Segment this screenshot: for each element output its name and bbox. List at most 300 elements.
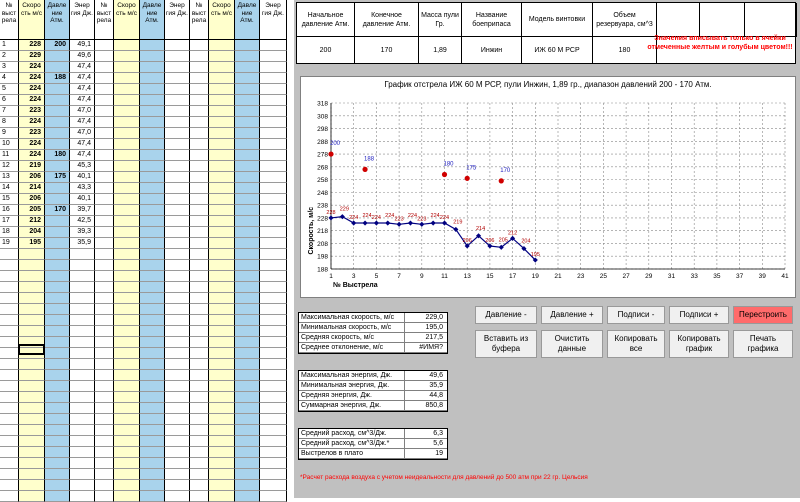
- grid-cell[interactable]: 200: [45, 40, 70, 51]
- grid-cell[interactable]: [0, 282, 19, 293]
- grid-cell[interactable]: [235, 194, 260, 205]
- grid-cell[interactable]: [45, 381, 70, 392]
- grid-cell[interactable]: [140, 139, 165, 150]
- grid-cell[interactable]: [235, 304, 260, 315]
- grid-cell[interactable]: [140, 304, 165, 315]
- grid-cell[interactable]: [260, 216, 287, 227]
- grid-cell[interactable]: [209, 216, 235, 227]
- grid-cell[interactable]: 1: [0, 40, 19, 51]
- grid-cell[interactable]: [165, 238, 190, 249]
- grid-cell[interactable]: [209, 425, 235, 436]
- grid-cell[interactable]: [235, 161, 260, 172]
- grid-cell[interactable]: [0, 315, 19, 326]
- grid-cell[interactable]: [209, 260, 235, 271]
- grid-cell[interactable]: [165, 194, 190, 205]
- grid-cell[interactable]: [19, 315, 45, 326]
- grid-cell[interactable]: [260, 458, 287, 469]
- grid-cell[interactable]: [95, 425, 114, 436]
- grid-cell[interactable]: [95, 40, 114, 51]
- grid-cell[interactable]: [260, 73, 287, 84]
- grid-cell[interactable]: [235, 436, 260, 447]
- grid-cell[interactable]: [114, 337, 140, 348]
- grid-cell[interactable]: [190, 73, 209, 84]
- grid-cell[interactable]: [114, 480, 140, 491]
- grid-cell[interactable]: [140, 40, 165, 51]
- grid-cell[interactable]: [140, 260, 165, 271]
- grid-cell[interactable]: 47,0: [70, 128, 95, 139]
- grid-cell[interactable]: [260, 84, 287, 95]
- grid-cell[interactable]: [140, 117, 165, 128]
- grid-cell[interactable]: [260, 172, 287, 183]
- grid-cell[interactable]: [165, 425, 190, 436]
- grid-cell[interactable]: [260, 293, 287, 304]
- grid-cell[interactable]: [114, 282, 140, 293]
- grid-cell[interactable]: 49,6: [70, 51, 95, 62]
- grid-cell[interactable]: [260, 480, 287, 491]
- grid-cell[interactable]: [45, 260, 70, 271]
- grid-cell[interactable]: [209, 392, 235, 403]
- copy-all-button[interactable]: Копировать все: [607, 330, 665, 358]
- grid-cell[interactable]: [140, 205, 165, 216]
- grid-cell[interactable]: [209, 161, 235, 172]
- grid-cell[interactable]: 14: [0, 183, 19, 194]
- grid-cell[interactable]: 19: [0, 238, 19, 249]
- grid-cell[interactable]: [190, 425, 209, 436]
- grid-cell[interactable]: [114, 73, 140, 84]
- grid-cell[interactable]: 224: [19, 139, 45, 150]
- grid-cell[interactable]: [140, 414, 165, 425]
- grid-cell[interactable]: [114, 271, 140, 282]
- grid-cell[interactable]: [190, 282, 209, 293]
- grid-cell[interactable]: 195: [19, 238, 45, 249]
- grid-cell[interactable]: [190, 117, 209, 128]
- grid-cell[interactable]: [209, 436, 235, 447]
- grid-cell[interactable]: 8: [0, 117, 19, 128]
- clear-data-button[interactable]: Очистить данные: [541, 330, 603, 358]
- grid-cell[interactable]: [165, 161, 190, 172]
- grid-cell[interactable]: [235, 381, 260, 392]
- grid-cell[interactable]: [140, 326, 165, 337]
- grid-cell[interactable]: [165, 491, 190, 502]
- pressure-plus-button[interactable]: Давление +: [541, 306, 603, 324]
- grid-cell[interactable]: 4: [0, 73, 19, 84]
- grid-cell[interactable]: [140, 447, 165, 458]
- grid-cell[interactable]: [165, 271, 190, 282]
- grid-cell[interactable]: [165, 282, 190, 293]
- grid-cell[interactable]: 35,9: [70, 238, 95, 249]
- grid-cell[interactable]: [95, 282, 114, 293]
- grid-cell[interactable]: [19, 425, 45, 436]
- grid-cell[interactable]: [45, 117, 70, 128]
- grid-cell[interactable]: [140, 128, 165, 139]
- grid-cell[interactable]: [209, 403, 235, 414]
- grid-cell[interactable]: [45, 359, 70, 370]
- grid-cell[interactable]: [70, 348, 95, 359]
- grid-cell[interactable]: 7: [0, 106, 19, 117]
- grid-cell[interactable]: [260, 282, 287, 293]
- grid-cell[interactable]: 47,4: [70, 117, 95, 128]
- grid-cell[interactable]: [140, 458, 165, 469]
- grid-cell[interactable]: [19, 480, 45, 491]
- grid-cell[interactable]: [190, 249, 209, 260]
- grid-cell[interactable]: [95, 249, 114, 260]
- grid-cell[interactable]: [235, 51, 260, 62]
- grid-cell[interactable]: [140, 238, 165, 249]
- grid-cell[interactable]: [235, 172, 260, 183]
- grid-cell[interactable]: [114, 293, 140, 304]
- grid-cell[interactable]: [70, 469, 95, 480]
- grid-cell[interactable]: [235, 249, 260, 260]
- grid-cell[interactable]: 47,4: [70, 73, 95, 84]
- grid-cell[interactable]: [235, 95, 260, 106]
- grid-cell[interactable]: [114, 491, 140, 502]
- grid-cell[interactable]: [95, 205, 114, 216]
- grid-cell[interactable]: [45, 227, 70, 238]
- grid-cell[interactable]: [190, 315, 209, 326]
- grid-cell[interactable]: [235, 326, 260, 337]
- grid-cell[interactable]: [235, 128, 260, 139]
- grid-cell[interactable]: [190, 161, 209, 172]
- grid-cell[interactable]: [165, 414, 190, 425]
- grid-cell[interactable]: [19, 403, 45, 414]
- grid-cell[interactable]: [114, 194, 140, 205]
- grid-cell[interactable]: [0, 249, 19, 260]
- grid-cell[interactable]: [235, 315, 260, 326]
- grid-cell[interactable]: [260, 62, 287, 73]
- grid-cell[interactable]: 17: [0, 216, 19, 227]
- grid-cell[interactable]: [95, 84, 114, 95]
- grid-cell[interactable]: [95, 315, 114, 326]
- grid-cell[interactable]: [140, 95, 165, 106]
- grid-cell[interactable]: [45, 95, 70, 106]
- grid-cell[interactable]: [235, 458, 260, 469]
- grid-cell[interactable]: [95, 293, 114, 304]
- grid-cell[interactable]: [209, 293, 235, 304]
- grid-cell[interactable]: [260, 447, 287, 458]
- grid-cell[interactable]: [70, 480, 95, 491]
- grid-cell[interactable]: [260, 337, 287, 348]
- grid-cell[interactable]: [260, 403, 287, 414]
- grid-cell[interactable]: [45, 414, 70, 425]
- grid-cell[interactable]: [140, 381, 165, 392]
- grid-cell[interactable]: [0, 425, 19, 436]
- grid-cell[interactable]: [114, 40, 140, 51]
- grid-cell[interactable]: [165, 326, 190, 337]
- grid-cell[interactable]: 11: [0, 150, 19, 161]
- grid-cell[interactable]: [45, 106, 70, 117]
- grid-cell[interactable]: [235, 392, 260, 403]
- grid-cell[interactable]: [260, 469, 287, 480]
- grid-cell[interactable]: 6: [0, 95, 19, 106]
- grid-cell[interactable]: 206: [19, 172, 45, 183]
- grid-cell[interactable]: [95, 403, 114, 414]
- grid-cell[interactable]: [95, 73, 114, 84]
- grid-cell[interactable]: 219: [19, 161, 45, 172]
- grid-cell[interactable]: [260, 227, 287, 238]
- parameter-value[interactable]: ИЖ 60 М РСР: [522, 37, 593, 63]
- grid-cell[interactable]: [235, 150, 260, 161]
- grid-cell[interactable]: [95, 447, 114, 458]
- grid-cell[interactable]: [165, 337, 190, 348]
- grid-cell[interactable]: [190, 260, 209, 271]
- grid-cell[interactable]: [209, 458, 235, 469]
- grid-cell[interactable]: [140, 370, 165, 381]
- grid-cell[interactable]: [165, 260, 190, 271]
- grid-cell[interactable]: [165, 304, 190, 315]
- grid-cell[interactable]: 205: [19, 205, 45, 216]
- grid-cell[interactable]: [140, 469, 165, 480]
- grid-cell[interactable]: [190, 216, 209, 227]
- grid-cell[interactable]: [235, 480, 260, 491]
- grid-cell[interactable]: [260, 425, 287, 436]
- grid-cell[interactable]: [114, 436, 140, 447]
- grid-cell[interactable]: [140, 282, 165, 293]
- grid-cell[interactable]: 224: [19, 84, 45, 95]
- grid-cell[interactable]: [140, 293, 165, 304]
- grid-cell[interactable]: [140, 84, 165, 95]
- grid-cell[interactable]: [260, 51, 287, 62]
- grid-cell[interactable]: [45, 183, 70, 194]
- grid-cell[interactable]: [45, 128, 70, 139]
- grid-cell[interactable]: [260, 304, 287, 315]
- grid-cell[interactable]: [260, 381, 287, 392]
- grid-cell[interactable]: [140, 227, 165, 238]
- grid-cell[interactable]: [165, 84, 190, 95]
- grid-cell[interactable]: [45, 458, 70, 469]
- grid-cell[interactable]: [260, 194, 287, 205]
- grid-cell[interactable]: [190, 183, 209, 194]
- grid-cell[interactable]: [95, 359, 114, 370]
- grid-cell[interactable]: [19, 293, 45, 304]
- grid-cell[interactable]: [190, 436, 209, 447]
- grid-cell[interactable]: [0, 370, 19, 381]
- grid-cell[interactable]: [140, 436, 165, 447]
- grid-cell[interactable]: [209, 469, 235, 480]
- grid-cell[interactable]: [235, 403, 260, 414]
- grid-cell[interactable]: [114, 117, 140, 128]
- grid-cell[interactable]: [114, 106, 140, 117]
- grid-cell[interactable]: [190, 84, 209, 95]
- grid-cell[interactable]: [95, 271, 114, 282]
- grid-cell[interactable]: [235, 117, 260, 128]
- grid-cell[interactable]: [209, 95, 235, 106]
- grid-cell[interactable]: [114, 348, 140, 359]
- grid-cell[interactable]: [0, 392, 19, 403]
- grid-cell[interactable]: [140, 172, 165, 183]
- grid-cell[interactable]: [0, 326, 19, 337]
- grid-cell[interactable]: [70, 491, 95, 502]
- grid-cell[interactable]: [70, 304, 95, 315]
- grid-cell[interactable]: [235, 337, 260, 348]
- grid-cell[interactable]: [235, 238, 260, 249]
- grid-cell[interactable]: [114, 51, 140, 62]
- grid-cell[interactable]: [190, 392, 209, 403]
- grid-cell[interactable]: [19, 469, 45, 480]
- grid-cell[interactable]: [190, 271, 209, 282]
- grid-cell[interactable]: [140, 216, 165, 227]
- grid-cell[interactable]: [235, 139, 260, 150]
- grid-cell[interactable]: [235, 271, 260, 282]
- grid-cell[interactable]: 224: [19, 73, 45, 84]
- grid-cell[interactable]: [70, 315, 95, 326]
- grid-cell[interactable]: [260, 205, 287, 216]
- grid-cell[interactable]: [95, 106, 114, 117]
- grid-cell[interactable]: [45, 282, 70, 293]
- grid-cell[interactable]: [95, 370, 114, 381]
- grid-cell[interactable]: 175: [45, 172, 70, 183]
- grid-cell[interactable]: [0, 458, 19, 469]
- grid-cell[interactable]: [165, 139, 190, 150]
- grid-cell[interactable]: [190, 150, 209, 161]
- grid-cell[interactable]: [209, 447, 235, 458]
- grid-cell[interactable]: [260, 260, 287, 271]
- grid-cell[interactable]: [45, 436, 70, 447]
- grid-cell[interactable]: [260, 436, 287, 447]
- grid-cell[interactable]: 228: [19, 40, 45, 51]
- grid-cell[interactable]: [190, 480, 209, 491]
- grid-cell[interactable]: [260, 326, 287, 337]
- grid-cell[interactable]: [114, 150, 140, 161]
- grid-cell[interactable]: [235, 359, 260, 370]
- grid-cell[interactable]: [19, 392, 45, 403]
- grid-cell[interactable]: [0, 469, 19, 480]
- grid-cell[interactable]: 223: [19, 106, 45, 117]
- grid-cell[interactable]: [235, 260, 260, 271]
- grid-cell[interactable]: [45, 51, 70, 62]
- grid-cell[interactable]: [95, 161, 114, 172]
- grid-cell[interactable]: [235, 183, 260, 194]
- grid-cell[interactable]: [165, 95, 190, 106]
- grid-cell[interactable]: [209, 491, 235, 502]
- grid-cell[interactable]: [165, 469, 190, 480]
- grid-cell[interactable]: [19, 414, 45, 425]
- grid-cell[interactable]: [190, 491, 209, 502]
- grid-cell[interactable]: [209, 84, 235, 95]
- grid-cell[interactable]: [140, 359, 165, 370]
- grid-cell[interactable]: [260, 161, 287, 172]
- grid-cell[interactable]: [165, 370, 190, 381]
- grid-cell[interactable]: [45, 491, 70, 502]
- grid-cell[interactable]: [260, 183, 287, 194]
- grid-cell[interactable]: [95, 117, 114, 128]
- grid-cell[interactable]: 224: [19, 150, 45, 161]
- grid-cell[interactable]: [70, 381, 95, 392]
- grid-cell[interactable]: [70, 249, 95, 260]
- grid-cell[interactable]: [114, 359, 140, 370]
- grid-cell[interactable]: [45, 161, 70, 172]
- grid-cell[interactable]: 204: [19, 227, 45, 238]
- grid-cell[interactable]: 5: [0, 84, 19, 95]
- grid-cell[interactable]: [0, 260, 19, 271]
- grid-cell[interactable]: 2: [0, 51, 19, 62]
- grid-cell[interactable]: [114, 216, 140, 227]
- grid-cell[interactable]: [45, 84, 70, 95]
- grid-cell[interactable]: 42,5: [70, 216, 95, 227]
- grid-cell[interactable]: [209, 183, 235, 194]
- grid-cell[interactable]: [19, 249, 45, 260]
- grid-cell[interactable]: [209, 249, 235, 260]
- grid-cell[interactable]: [95, 348, 114, 359]
- grid-cell[interactable]: 224: [19, 95, 45, 106]
- grid-cell[interactable]: [95, 62, 114, 73]
- grid-cell[interactable]: [114, 381, 140, 392]
- grid-cell[interactable]: [140, 480, 165, 491]
- grid-cell[interactable]: [114, 62, 140, 73]
- grid-cell[interactable]: [235, 73, 260, 84]
- labels-minus-button[interactable]: Подписи -: [607, 306, 665, 324]
- grid-cell[interactable]: [19, 359, 45, 370]
- grid-cell[interactable]: [190, 326, 209, 337]
- grid-cell[interactable]: [140, 348, 165, 359]
- grid-cell[interactable]: [95, 95, 114, 106]
- print-chart-button[interactable]: Печать графика: [733, 330, 793, 358]
- grid-cell[interactable]: [19, 370, 45, 381]
- grid-cell[interactable]: [209, 337, 235, 348]
- grid-cell[interactable]: [140, 183, 165, 194]
- grid-cell[interactable]: [45, 348, 70, 359]
- grid-cell[interactable]: [95, 260, 114, 271]
- grid-cell[interactable]: [95, 392, 114, 403]
- grid-cell[interactable]: [95, 183, 114, 194]
- grid-cell[interactable]: [165, 40, 190, 51]
- grid-cell[interactable]: [190, 447, 209, 458]
- grid-cell[interactable]: [209, 238, 235, 249]
- grid-cell[interactable]: [209, 128, 235, 139]
- grid-cell[interactable]: [19, 436, 45, 447]
- grid-cell[interactable]: [140, 392, 165, 403]
- grid-cell[interactable]: [209, 73, 235, 84]
- grid-cell[interactable]: [235, 447, 260, 458]
- grid-cell[interactable]: [114, 227, 140, 238]
- grid-cell[interactable]: [95, 381, 114, 392]
- grid-cell[interactable]: 180: [45, 150, 70, 161]
- grid-cell[interactable]: [114, 304, 140, 315]
- grid-cell[interactable]: [190, 172, 209, 183]
- grid-cell[interactable]: 47,0: [70, 106, 95, 117]
- grid-cell[interactable]: [70, 370, 95, 381]
- grid-cell[interactable]: [140, 73, 165, 84]
- grid-cell[interactable]: [260, 491, 287, 502]
- grid-cell[interactable]: [190, 139, 209, 150]
- parameter-value[interactable]: 170: [355, 37, 419, 63]
- grid-cell[interactable]: [165, 216, 190, 227]
- grid-cell[interactable]: 223: [19, 128, 45, 139]
- grid-cell[interactable]: 13: [0, 172, 19, 183]
- grid-cell[interactable]: [260, 139, 287, 150]
- grid-cell[interactable]: 47,4: [70, 62, 95, 73]
- grid-cell[interactable]: [95, 139, 114, 150]
- grid-cell[interactable]: [165, 249, 190, 260]
- grid-cell[interactable]: [165, 227, 190, 238]
- grid-cell[interactable]: 45,3: [70, 161, 95, 172]
- grid-cell[interactable]: [45, 293, 70, 304]
- grid-cell[interactable]: [209, 414, 235, 425]
- grid-cell[interactable]: 224: [19, 117, 45, 128]
- grid-cell[interactable]: [190, 381, 209, 392]
- grid-cell[interactable]: [45, 370, 70, 381]
- grid-cell[interactable]: [140, 51, 165, 62]
- grid-cell[interactable]: [165, 205, 190, 216]
- grid-cell[interactable]: [260, 40, 287, 51]
- grid-cell[interactable]: 40,1: [70, 172, 95, 183]
- grid-cell[interactable]: [260, 315, 287, 326]
- grid-cell[interactable]: [95, 227, 114, 238]
- grid-cell[interactable]: [0, 480, 19, 491]
- grid-cell[interactable]: [45, 315, 70, 326]
- grid-cell[interactable]: [45, 62, 70, 73]
- grid-cell[interactable]: 47,4: [70, 84, 95, 95]
- grid-cell[interactable]: [190, 62, 209, 73]
